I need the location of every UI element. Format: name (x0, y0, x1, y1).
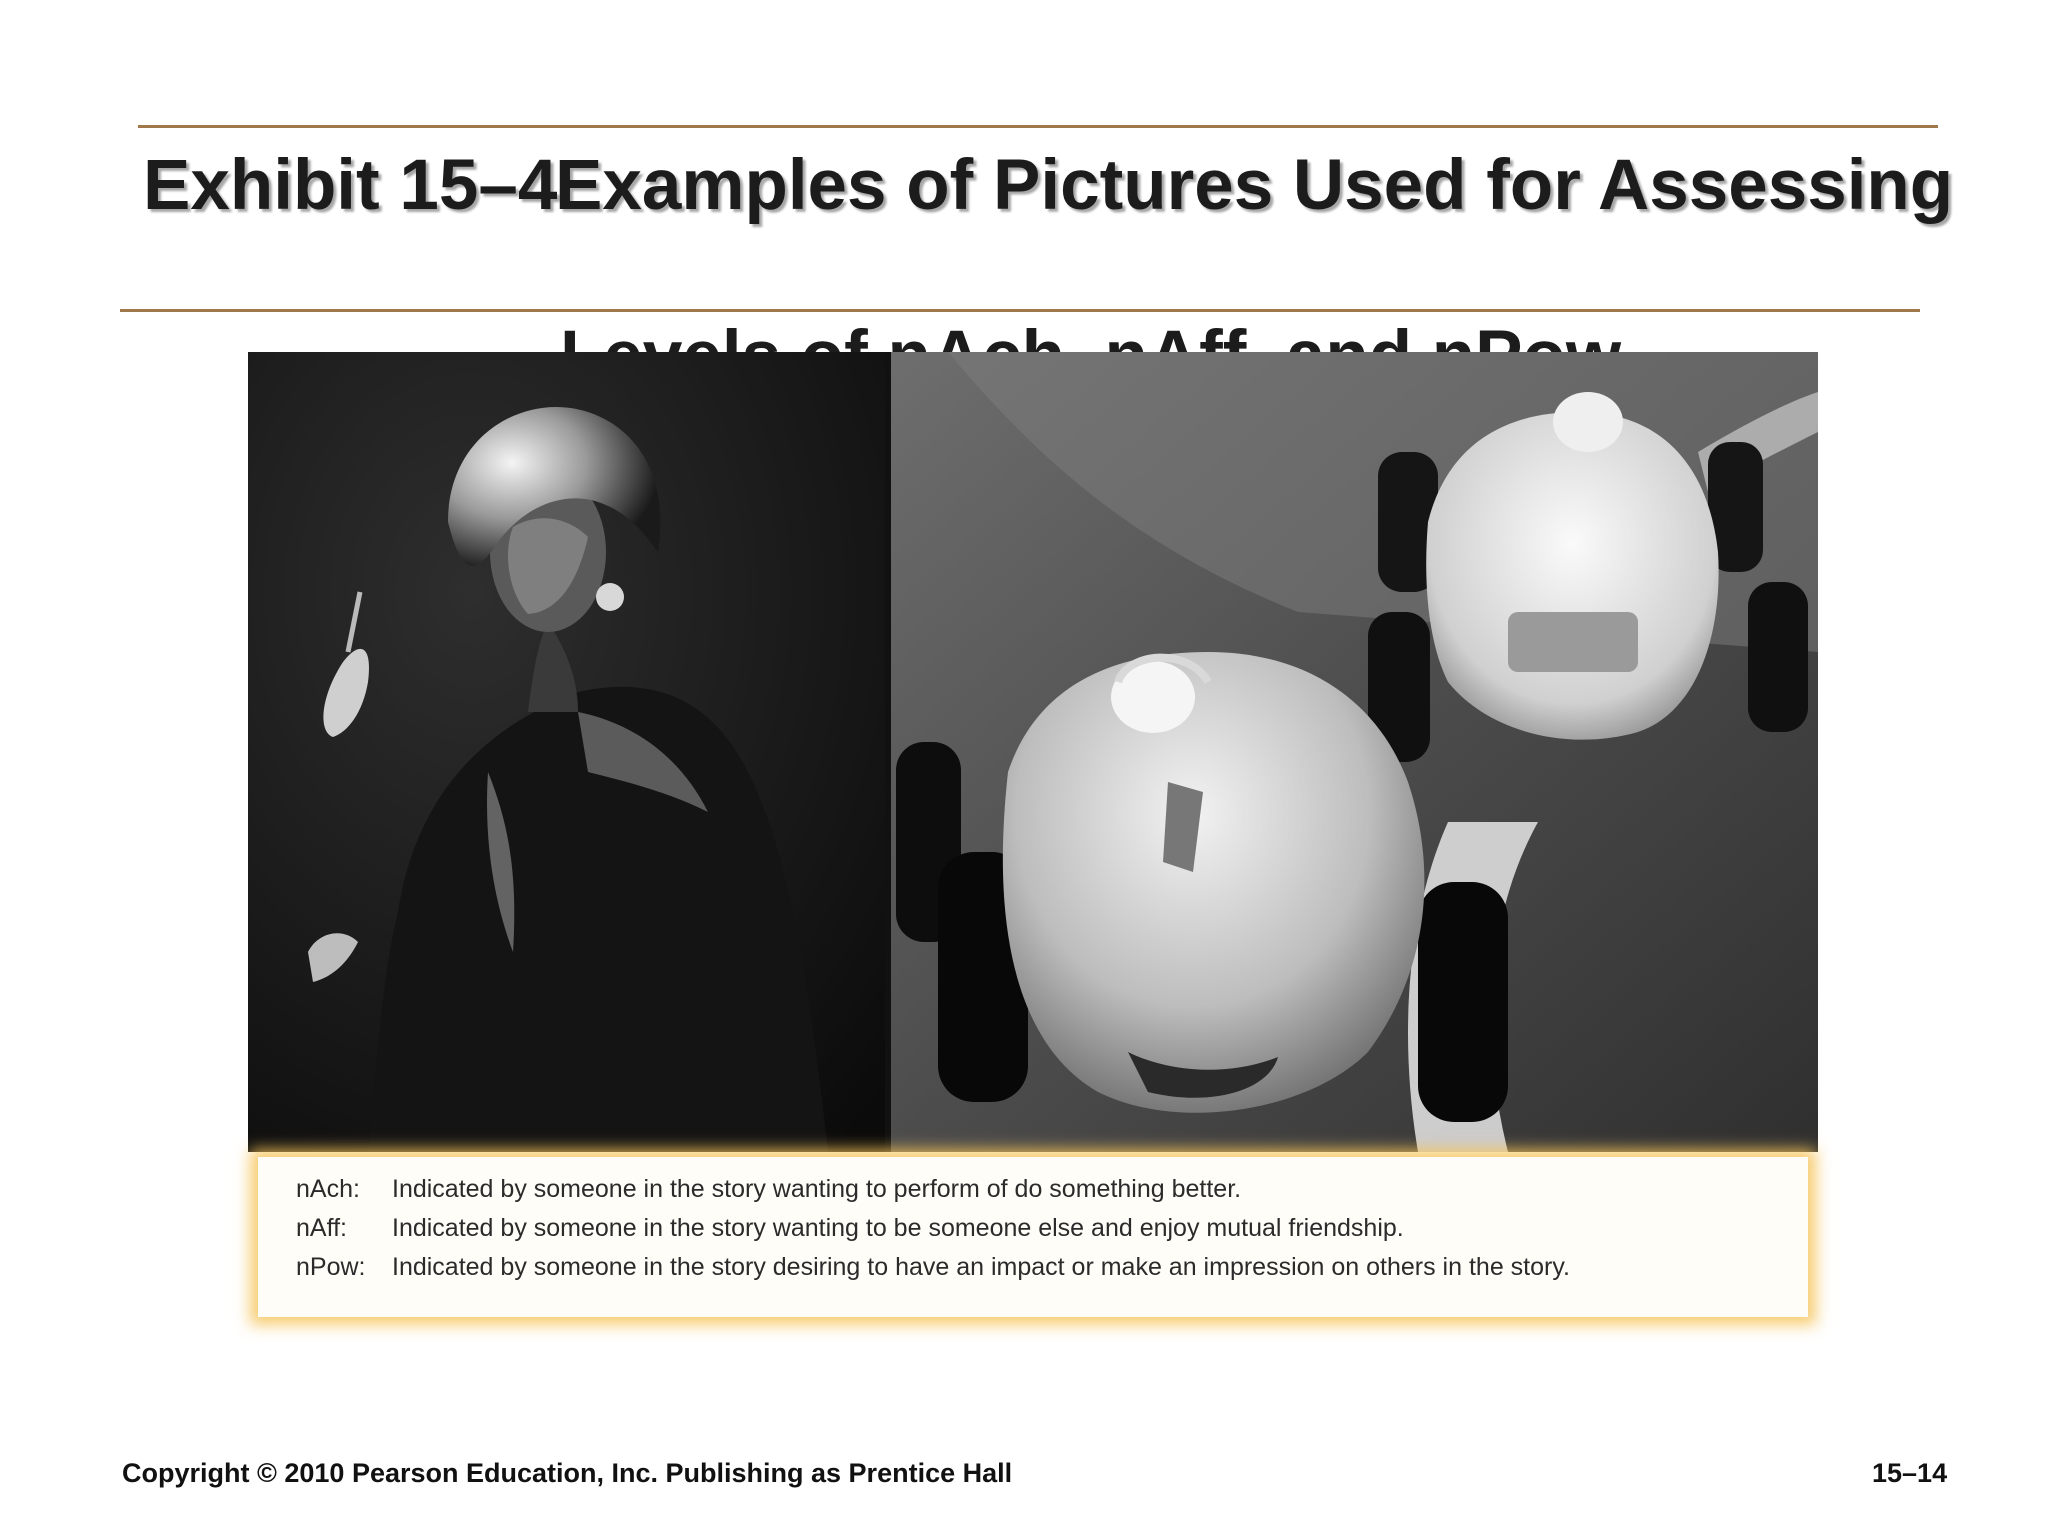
copyright-notice: Copyright © 2010 Pearson Education, Inc. Publishing as Prentice Hall (122, 1458, 1013, 1488)
legend-term: nPow: (296, 1253, 366, 1281)
title-bottom-rule (120, 309, 1920, 312)
exhibit-photos (248, 352, 1818, 1152)
legend-item-npow (296, 1253, 1808, 1292)
legend-term: nAch: (296, 1175, 360, 1203)
need-definitions-legend (258, 1157, 1808, 1317)
race-cars-photo (891, 352, 1818, 1152)
page-title: Examples of Pictures Used for Assessing (555, 146, 1954, 225)
title-top-rule (138, 125, 1938, 128)
woman-photo (248, 352, 888, 1152)
legend-description: Indicated by someone in the story desiring to have an impact or make an impression on others in the story. (392, 1253, 1570, 1281)
legend-term: nAff: (296, 1214, 347, 1242)
legend-item-naff (296, 1214, 1808, 1253)
exhibit-label: Exhibit 15–4 (143, 146, 558, 225)
legend-item-nach (296, 1175, 1808, 1214)
page-number: 15–14 (1872, 1458, 1948, 1488)
legend-description: Indicated by someone in the story wanting to perform of do something better. (392, 1175, 1242, 1203)
legend-description: Indicated by someone in the story wanting to be someone else and enjoy mutual friendship. (392, 1214, 1404, 1242)
